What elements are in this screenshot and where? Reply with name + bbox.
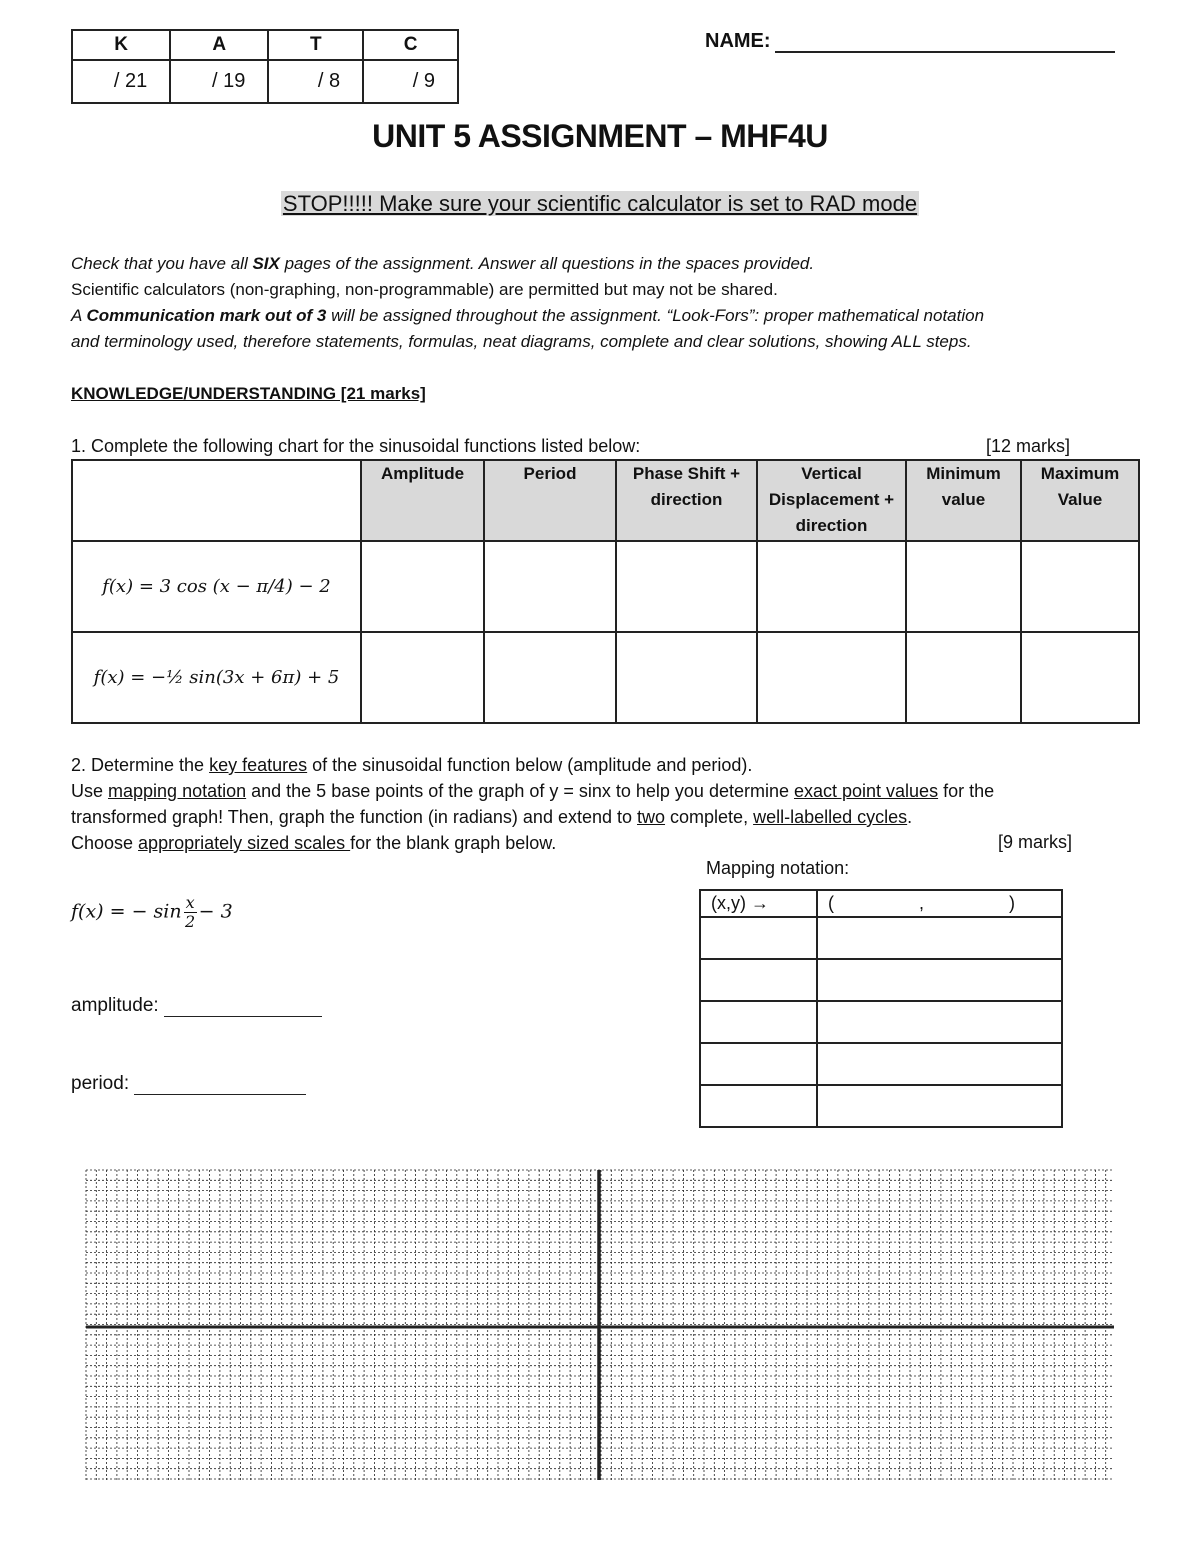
table-row (700, 1085, 1062, 1127)
answer-cell[interactable] (361, 632, 484, 723)
name-line[interactable] (775, 33, 1115, 53)
answer-cell[interactable] (1021, 632, 1139, 723)
page-title: UNIT 5 ASSIGNMENT – MHF4U (372, 118, 828, 154)
name-label: NAME: (705, 30, 771, 52)
table-row (700, 959, 1062, 1001)
question-2-marks: [9 marks] (998, 832, 1073, 852)
score-a[interactable]: / 19 (170, 60, 268, 103)
col-phase-shift: Phase Shift + direction (616, 460, 757, 541)
mapping-header-right: ( , ) (817, 890, 1062, 917)
question-2-line-4: Choose appropriately sized scales for the blank graph below. (71, 833, 557, 853)
col-amplitude: Amplitude (361, 460, 484, 541)
mapping-cell[interactable] (817, 1001, 1062, 1043)
mapping-table (699, 889, 1063, 1128)
answer-cell[interactable] (757, 541, 906, 632)
score-table (71, 29, 459, 104)
mapping-cell[interactable] (817, 1043, 1062, 1085)
mapping-cell[interactable] (817, 1085, 1062, 1127)
answer-cell[interactable] (484, 632, 616, 723)
stop-notice-text: STOP!!!!! Make sure your scientific calculator is set to RAD mode (282, 191, 918, 216)
score-header-t: T (268, 30, 363, 60)
blank-graph-grid[interactable] (85, 1169, 1115, 1481)
mapping-label: Mapping notation: (706, 858, 850, 878)
score-t[interactable]: / 8 (268, 60, 363, 103)
answer-cell[interactable] (616, 541, 757, 632)
table-row (700, 1001, 1062, 1043)
question-1-prompt: 1. Complete the following chart for the sinusoidal functions listed below: (71, 436, 641, 456)
instruction-line-1: Check that you have all SIX pages of the assignment. Answer all questions in the spaces provided. (71, 254, 815, 273)
stop-notice (0, 191, 1200, 217)
answer-cell[interactable] (757, 632, 906, 723)
name-field[interactable] (705, 30, 1115, 53)
amplitude-line[interactable] (164, 998, 322, 1017)
score-header-a: A (170, 30, 268, 60)
instruction-line-4: and terminology used, therefore statements, formulas, neat diagrams, complete and clear solutions, showing ALL steps. (71, 332, 972, 351)
col-period: Period (484, 460, 616, 541)
mapping-cell[interactable] (700, 959, 817, 1001)
answer-cell[interactable] (484, 541, 616, 632)
question-2-line-2: Use mapping notation and the 5 base points of the graph of y = sinx to help you determine exact point values for the (71, 781, 995, 801)
mapping-cell[interactable] (700, 1085, 817, 1127)
answer-cell[interactable] (361, 541, 484, 632)
mapping-header-left: (x,y) → (700, 890, 817, 917)
sinusoid-chart (71, 459, 1140, 724)
col-maximum: Maximum Value (1021, 460, 1139, 541)
mapping-cell[interactable] (700, 917, 817, 959)
period-field[interactable] (71, 1073, 306, 1095)
mapping-cell[interactable] (700, 1043, 817, 1085)
section-heading: KNOWLEDGE/UNDERSTANDING [21 marks] (71, 384, 426, 403)
table-row (700, 1043, 1062, 1085)
question-1-marks: [12 marks] (986, 436, 1071, 456)
chart-corner (72, 460, 361, 541)
table-row (72, 541, 1139, 632)
instruction-line-3: A Communication mark out of 3 will be assigned throughout the assignment. “Look-Fors”: proper mathematical notation (71, 306, 985, 325)
col-minimum: Minimum value (906, 460, 1021, 541)
score-header-k: K (72, 30, 170, 60)
instruction-line-2: Scientific calculators (non-graphing, non-programmable) are permitted but may not be shared. (71, 280, 778, 299)
function-2: f(x) = −½ sin(3x + 6π) + 5 (72, 632, 361, 723)
score-header-c: C (363, 30, 458, 60)
answer-cell[interactable] (616, 632, 757, 723)
table-row (700, 917, 1062, 959)
question-2-function: f(x) = − sin $\frac{x}{2}$ − 3 (71, 893, 233, 931)
function-1: f(x) = 3 cos (x − π/4) − 2 (72, 541, 361, 632)
mapping-cell[interactable] (817, 959, 1062, 1001)
score-k[interactable]: / 21 (72, 60, 170, 103)
mapping-cell[interactable] (817, 917, 1062, 959)
col-vertical-displacement: Vertical Displacement + direction (757, 460, 906, 541)
amplitude-field[interactable] (71, 995, 322, 1017)
question-2-line-1: 2. Determine the key features of the sinusoidal function below (amplitude and period). (71, 755, 753, 775)
mapping-cell[interactable] (700, 1001, 817, 1043)
question-2-line-3: transformed graph! Then, graph the function (in radians) and extend to two complete, well-labelled cycles. (71, 807, 913, 827)
period-label: period: (71, 1073, 130, 1094)
answer-cell[interactable] (906, 632, 1021, 723)
answer-cell[interactable] (1021, 541, 1139, 632)
answer-cell[interactable] (906, 541, 1021, 632)
period-line[interactable] (134, 1076, 306, 1095)
table-row (72, 632, 1139, 723)
amplitude-label: amplitude: (71, 995, 159, 1016)
score-c[interactable]: / 9 (363, 60, 458, 103)
